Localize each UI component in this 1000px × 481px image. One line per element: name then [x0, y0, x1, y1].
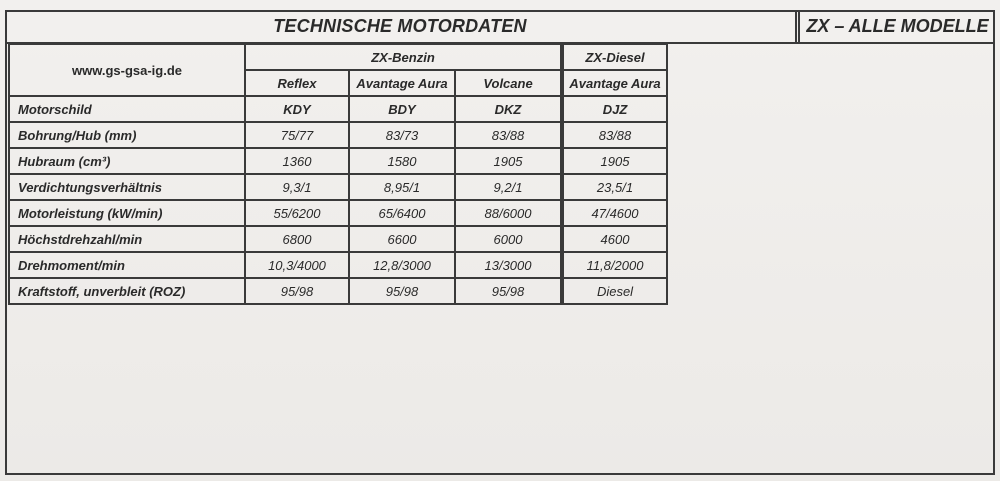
table-cell: 6600 — [349, 226, 455, 252]
table-cell: 1580 — [349, 148, 455, 174]
table-cell: 95/98 — [455, 278, 562, 304]
engine-data-table — [8, 43, 668, 305]
table-row — [9, 252, 667, 278]
row-label: Hubraum (cm³) — [9, 148, 245, 174]
table-cell: KDY — [245, 96, 349, 122]
table-cell: 9,3/1 — [245, 174, 349, 200]
table-cell: 83/88 — [455, 122, 562, 148]
table-cell: 10,3/4000 — [245, 252, 349, 278]
table-cell: 1905 — [562, 148, 667, 174]
table-row — [9, 122, 667, 148]
model-range-label: ZX – ALLE MODELLE — [806, 15, 989, 36]
table-row — [9, 278, 667, 304]
model-name: Volcane — [455, 70, 562, 96]
table-cell: 47/4600 — [562, 200, 667, 226]
group-header-row — [9, 44, 667, 70]
title-bar — [5, 10, 995, 44]
table-cell: 4600 — [562, 226, 667, 252]
table-row — [9, 96, 667, 122]
table-cell: 83/88 — [562, 122, 667, 148]
group-diesel: ZX-Diesel — [562, 44, 667, 70]
model-name: Avantage Aura — [562, 70, 667, 96]
table-cell: 12,8/3000 — [349, 252, 455, 278]
group-benzin: ZX-Benzin — [245, 44, 562, 70]
row-label: Motorschild — [9, 96, 245, 122]
row-label: Kraftstoff, unverbleit (ROZ) — [9, 278, 245, 304]
website-label: www.gs-gsa-ig.de — [9, 44, 245, 96]
table-row — [9, 174, 667, 200]
row-label: Verdichtungsverhältnis — [9, 174, 245, 200]
table-cell: 23,5/1 — [562, 174, 667, 200]
table-cell: DJZ — [562, 96, 667, 122]
page-title: TECHNISCHE MOTORDATEN — [273, 15, 527, 36]
table-row — [9, 226, 667, 252]
table-cell: 95/98 — [245, 278, 349, 304]
row-label: Höchstdrehzahl/min — [9, 226, 245, 252]
table-cell: 1905 — [455, 148, 562, 174]
table-cell: BDY — [349, 96, 455, 122]
table-cell: 88/6000 — [455, 200, 562, 226]
table-row — [9, 200, 667, 226]
table-cell: 8,95/1 — [349, 174, 455, 200]
table-cell: 55/6200 — [245, 200, 349, 226]
table-cell: DKZ — [455, 96, 562, 122]
table-cell: Diesel — [562, 278, 667, 304]
row-label: Bohrung/Hub (mm) — [9, 122, 245, 148]
table-cell: 75/77 — [245, 122, 349, 148]
table-cell: 6800 — [245, 226, 349, 252]
row-label: Drehmoment/min — [9, 252, 245, 278]
table-cell: 6000 — [455, 226, 562, 252]
table-cell: 65/6400 — [349, 200, 455, 226]
table-cell: 13/3000 — [455, 252, 562, 278]
model-name: Reflex — [245, 70, 349, 96]
table-cell: 95/98 — [349, 278, 455, 304]
table-cell: 83/73 — [349, 122, 455, 148]
table-cell: 11,8/2000 — [562, 252, 667, 278]
table-cell: 9,2/1 — [455, 174, 562, 200]
model-name: Avantage Aura — [349, 70, 455, 96]
table-cell: 1360 — [245, 148, 349, 174]
row-label: Motorleistung (kW/min) — [9, 200, 245, 226]
table-row — [9, 148, 667, 174]
